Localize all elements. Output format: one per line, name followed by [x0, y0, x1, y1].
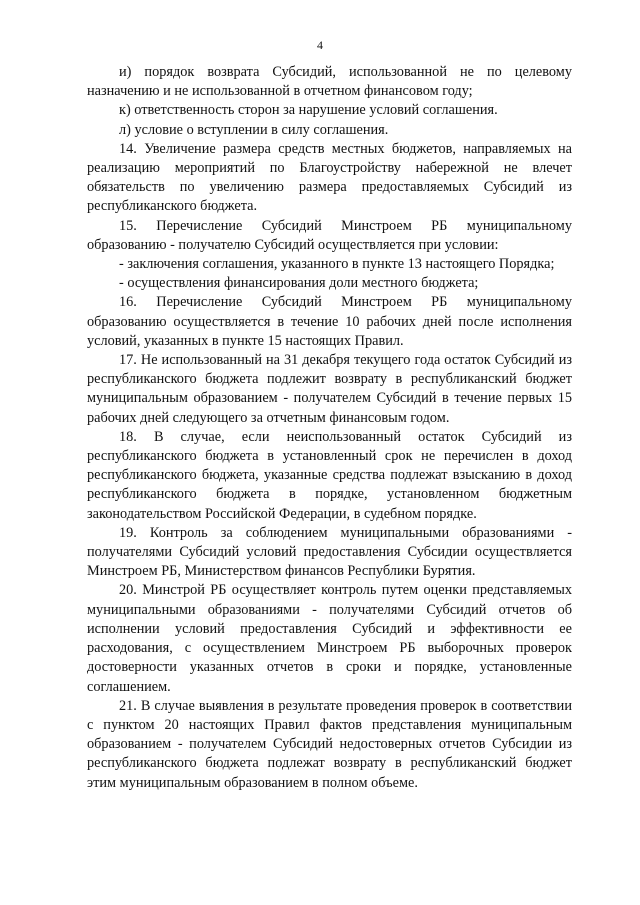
- paragraph-l: л) условие о вступлении в силу соглашения.: [119, 121, 389, 138]
- paragraph-14: 14. Увеличение размера средств местных бюджетов, направляемых на реализацию мероприятий по Благоустройству набережной не влечет обязательств по увеличению размера предоставляемых Субсидий из республиканского бюджета.: [87, 140, 572, 215]
- paragraph-18: 18. В случае, если неиспользованный остаток Субсидий из республиканского бюджета в установленный срок не перечислен в доход республиканского бюджета, указанные средства подлежат взысканию в доход республиканского бюджета в порядке, установленном бюджетным законодательством Российской Федерации, в судебном порядке.: [87, 428, 572, 522]
- paragraph-21: 21. В случае выявления в результате проведения проверок в соответствии с пунктом 20 настоящих Правил фактов представления муниципальным образованием - получателем Субсидий недостоверных отчетов Субсидии из республиканского бюджета подлежат возврату в республиканский бюджет этим муниципальным образованием в полном объеме.: [87, 697, 572, 791]
- document-body: [87, 63, 572, 793]
- paragraph-20: 20. Минстрой РБ осуществляет контроль путем оценки представляемых муниципальными образованиями - получателями Субсидий отчетов об исполнении условий предоставления Субсидий и эффективности ее расходования, с осуществлением Минстроем РБ выборочных проверок достоверности указанных отчетов в сроки и порядке, установленные соглашением.: [87, 582, 572, 695]
- paragraph-15: 15. Перечисление Субсидий Минстроем РБ муниципальному образованию - получателю Субсидий осуществляется при условии:: [87, 217, 572, 253]
- paragraph-16: 16. Перечисление Субсидий Минстроем РБ муниципальному образованию осуществляется в течение 10 рабочих дней после исполнения условий, указанных в пункте 15 настоящих Правил.: [87, 294, 572, 349]
- paragraph-15-condition-1: - заключения соглашения, указанного в пункте 13 настоящего Порядка;: [119, 256, 555, 273]
- page-number: 4: [317, 38, 323, 52]
- paragraph-15-condition-2: - осуществления финансирования доли местного бюджета;: [119, 275, 479, 292]
- paragraph-17: 17. Не использованный на 31 декабря текущего года остаток Субсидий из республиканского бюджета подлежит возврату в республиканский бюджет муниципальным образованием - получателем Субсидий в течение первых 15 рабочих дней следующего за отчетным финансовым годом.: [87, 352, 572, 426]
- paragraph-i: и) порядок возврата Субсидий, использованной не по целевому назначению и не использованной в отчетном финансовом году;: [87, 64, 572, 100]
- paragraph-k: к) ответственность сторон за нарушение условий соглашения.: [119, 102, 498, 119]
- paragraph-19: 19. Контроль за соблюдением муниципальными образованиями - получателями Субсидий условий предоставления Субсидии осуществляется Минстроем РБ, Министерством финансов Республики Бурятия.: [87, 524, 572, 580]
